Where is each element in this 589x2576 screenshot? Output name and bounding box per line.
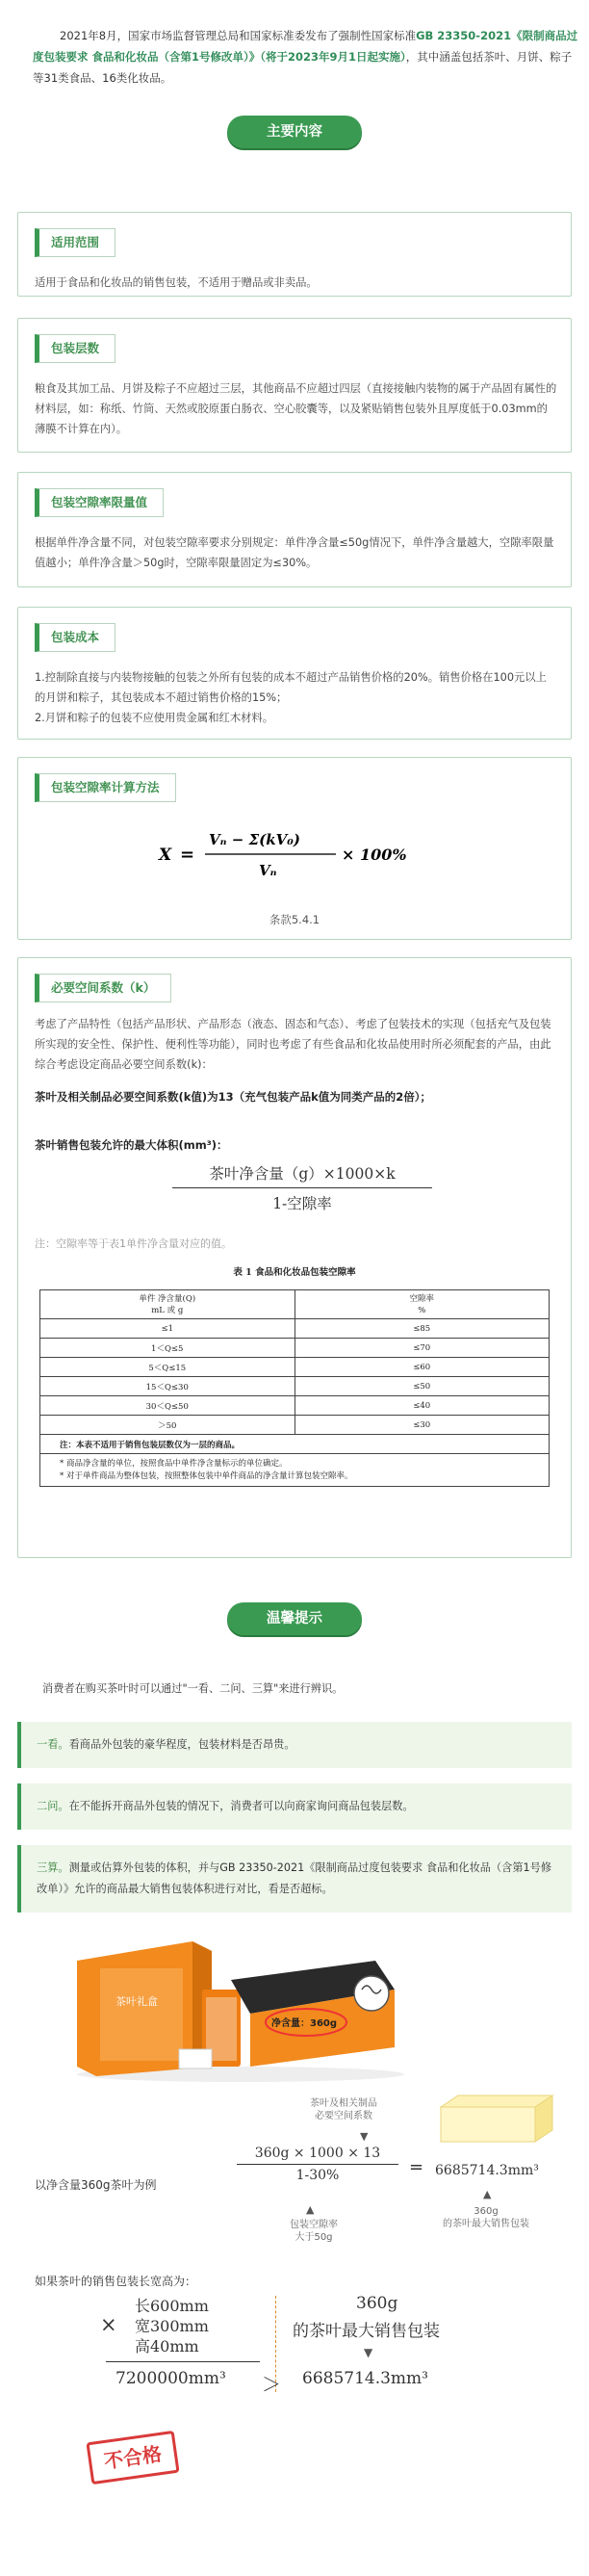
table-row [40, 1416, 550, 1435]
table-footnote: * 对于单件商品为整体包装，按照整体包装中单件商品的净含量计算包装空隙率。 [60, 1470, 353, 1481]
max-package-label: 的茶叶最大销售包装 [293, 2322, 440, 2341]
dimension-height: 高40mm [135, 2337, 199, 2355]
card-cost [17, 607, 572, 740]
cuboid-top-shape [441, 2095, 552, 2107]
table-cell: ≤30 [294, 1416, 550, 1435]
fail-stamp: 不合格 [86, 2431, 179, 2485]
tip-ask [17, 1783, 572, 1830]
tip-lead: 一看。 [37, 1738, 69, 1751]
tea-packaging-illustration [58, 1922, 423, 2086]
intro-paragraph [33, 25, 579, 89]
table-note-row [40, 1435, 550, 1454]
table-cell: 1＜Q≤5 [40, 1339, 295, 1358]
table-cell: ≤85 [294, 1319, 550, 1339]
card-title: 适用范围 [35, 228, 115, 257]
card-title: 包装空隙率限量值 [35, 488, 164, 517]
example-fraction-bar [237, 2164, 398, 2165]
tip-calculate [17, 1845, 572, 1912]
card-body: 适用于食品和化妆品的销售包装，不适用于赠品或非卖品。 [35, 276, 318, 289]
formula-numerator: Vₙ − Σ(kV₀) [209, 831, 300, 848]
net-weight-label: 净含量：360g [271, 2018, 338, 2029]
intro-text-b: ，其中涵盖包括茶叶、月饼、粽子等31类食品、16类化妆品。 [33, 50, 573, 85]
card-title: 包装空隙率计算方法 [35, 773, 176, 802]
product-bar [106, 2361, 260, 2362]
card-title: 包装层数 [35, 334, 115, 363]
table-row [40, 1396, 550, 1416]
void-arrow: ▲ [306, 2203, 315, 2216]
table-header-row [40, 1290, 550, 1319]
card-scope [17, 212, 572, 297]
max-volume-value: 6685714.3mm³ [302, 2369, 428, 2388]
formula-lhs: X [159, 846, 172, 865]
table-cell: ≤50 [294, 1377, 550, 1396]
table-row [40, 1358, 550, 1377]
k-value-line: 茶叶及相关制品必要空间系数(k值)为13（充气包装产品k值为同类产品的2倍）； [35, 1090, 432, 1104]
table-note-row [40, 1454, 550, 1487]
compare-lead: 如果茶叶的销售包装长宽高为： [35, 2275, 197, 2288]
max-volume-denominator: 1-空隙率 [272, 1195, 332, 1212]
table-footnotes [40, 1454, 550, 1487]
formula-caption: 条款5.4.1 [269, 913, 320, 926]
table-row [40, 1377, 550, 1396]
small-box-shape [179, 2049, 212, 2069]
card-body: 1.控制除直接与内装物接触的包装之外所有包装的成本不超过产品销售价格的20%。销售价格在100元以上的月饼和粽子，其包装成本不超过销售价格的15%； 2.月饼和粽子的包装不应使用贵金属和红木材料。 [35, 671, 547, 724]
card-title: 必要空间系数（k） [35, 974, 171, 1002]
result-annotation: 360g 的茶叶最大销售包装 [443, 2206, 529, 2229]
void-annotation: 包装空隙率 大于50g [290, 2220, 338, 2243]
tip-look [17, 1722, 572, 1768]
max-volume-label: 茶叶销售包装允许的最大体积(mm³)： [35, 1138, 228, 1152]
card-title: 包装成本 [35, 623, 115, 652]
table-cell: ＞50 [40, 1416, 295, 1435]
compare-arrow: ▼ [364, 2346, 373, 2359]
section-title-tips: 温馨提示 [227, 1602, 362, 1635]
max-volume-formula [163, 1162, 442, 1213]
package-volume: 7200000mm³ [115, 2369, 226, 2388]
max-volume-numerator: 茶叶净含量（g）×1000×k [209, 1165, 396, 1183]
table-cell: 5＜Q≤15 [40, 1358, 295, 1377]
caddy-label: 茶叶礼盒 [115, 1995, 158, 2008]
card-layers [17, 318, 572, 453]
max-volume-fraction-bar [172, 1187, 432, 1188]
max-weight: 360g [356, 2294, 398, 2313]
example-label: 以净含量360g茶叶为例 [35, 2178, 157, 2192]
table-header-cell: 空隙率 % [294, 1290, 550, 1319]
multiply-sign: × [100, 2313, 117, 2336]
table-cell: ≤1 [40, 1319, 295, 1339]
tips-intro: 消费者在购买茶叶时可以通过"一看、二问、三算"来进行辨识。 [42, 1682, 344, 1695]
package-cuboid-graphic [431, 2092, 556, 2146]
equals-sign: = [409, 2157, 424, 2177]
tip-text: 看商品外包装的豪华程度，包装材料是否昂贵。 [68, 1738, 295, 1751]
card-void-ratio [17, 472, 572, 587]
example-numerator: 360g × 1000 × 13 [254, 2146, 381, 2161]
thought-bubble-shape [354, 1976, 389, 2011]
tip-lead: 三算。 [37, 1861, 69, 1874]
section-title-main: 主要内容 [227, 116, 362, 148]
table-cell: ≤40 [294, 1396, 550, 1416]
card-body: 根据单件净含量不同，对包装空隙率要求分别规定：单件净含量≤50g情况下，单件净含量越大，空隙率限量值越小；单件净含量＞50g时，空隙率限量固定为≤30%。 [35, 536, 554, 569]
void-ratio-table [39, 1289, 550, 1487]
table-note: 注：本表不适用于销售包装层数仅为一层的商品。 [40, 1435, 550, 1454]
formula-tail: × 100% [342, 846, 407, 864]
k-annotation: 茶叶及相关制品 必要空间系数 [310, 2098, 377, 2121]
example-result: 6685714.3mm³ [435, 2163, 539, 2178]
table-header-cell: 单件 净含量(Q) mL 或 g [40, 1290, 295, 1319]
formula-graphic [153, 816, 442, 893]
formula-equals: = [180, 845, 195, 865]
dimension-length: 长600mm [135, 2297, 209, 2315]
tip-text: 在不能拆开商品外包装的情况下，消费者可以向商家询问商品包装层数。 [68, 1800, 414, 1812]
table-cell: ≤60 [294, 1358, 550, 1377]
card-body: 考虑了产品特性（包括产品形状、产品形态（液态、固态和气态）、考虑了包装技术的实现（包括充气及包装所实现的安全性、保护性、便利性等功能），同时也考虑了有些食品和化妆品使用时所必须配套的产品，由此综合考虑设定商品必要空间系数(k)： [35, 1018, 551, 1071]
result-arrow: ▲ [483, 2188, 492, 2200]
card-body: 粮食及其加工品、月饼及粽子不应超过三层，其他商品不应超过四层（直接接触内装物的属于产品固有属性的材料层，如：称纸、竹筒、天然或胶原蛋白肠衣、空心胶囊等，以及紧贴销售包装外且厚度低于0.03mm的薄膜不计算在内）。 [35, 382, 557, 435]
formula-denominator: Vₙ [259, 862, 277, 879]
table-row [40, 1319, 550, 1339]
tip-text: 测量或估算外包装的体积，并与GB 23350-2021《限制商品过度包装要求 食品和化妆品（含第1号修改单）》允许的商品最大销售包装体积进行对比，看是否超标。 [37, 1861, 552, 1895]
table-footnote: * 商品净含量的单位，按照食品中单件净含量标示的单位确定。 [60, 1458, 288, 1469]
table-row [40, 1339, 550, 1358]
cuboid-front-shape [441, 2107, 535, 2142]
table-cell: ≤70 [294, 1339, 550, 1358]
gift-box-panel-shape [100, 1968, 183, 2061]
dimension-list [135, 2296, 209, 2356]
example-expression [231, 2146, 404, 2183]
example-denominator: 1-30% [295, 2168, 340, 2183]
table-title: 表 1 食品和化妆品包装空隙率 [233, 1267, 356, 1278]
dimension-width: 宽300mm [135, 2317, 209, 2335]
table-cell: 15＜Q≤30 [40, 1377, 295, 1396]
standard-name: GB 23350-2021《限制商品过度包装要求 食品和化妆品（含第1号修改单）》（将于2023年9月1日起实施） [33, 29, 578, 64]
tip-lead: 二问。 [37, 1800, 69, 1812]
card-k-coefficient [17, 957, 572, 1558]
k-arrow: ▼ [360, 2130, 369, 2143]
intro-text-a: 2021年8月，国家市场监督管理总局和国家标准委发布了强制性国家标准 [60, 29, 417, 42]
card-formula [17, 757, 572, 940]
greater-than-sign: ＞ [262, 2373, 281, 2396]
void-note: 注：空隙率等于表1单件净含量对应的值。 [35, 1237, 232, 1250]
table-cell: 30＜Q≤50 [40, 1396, 295, 1416]
